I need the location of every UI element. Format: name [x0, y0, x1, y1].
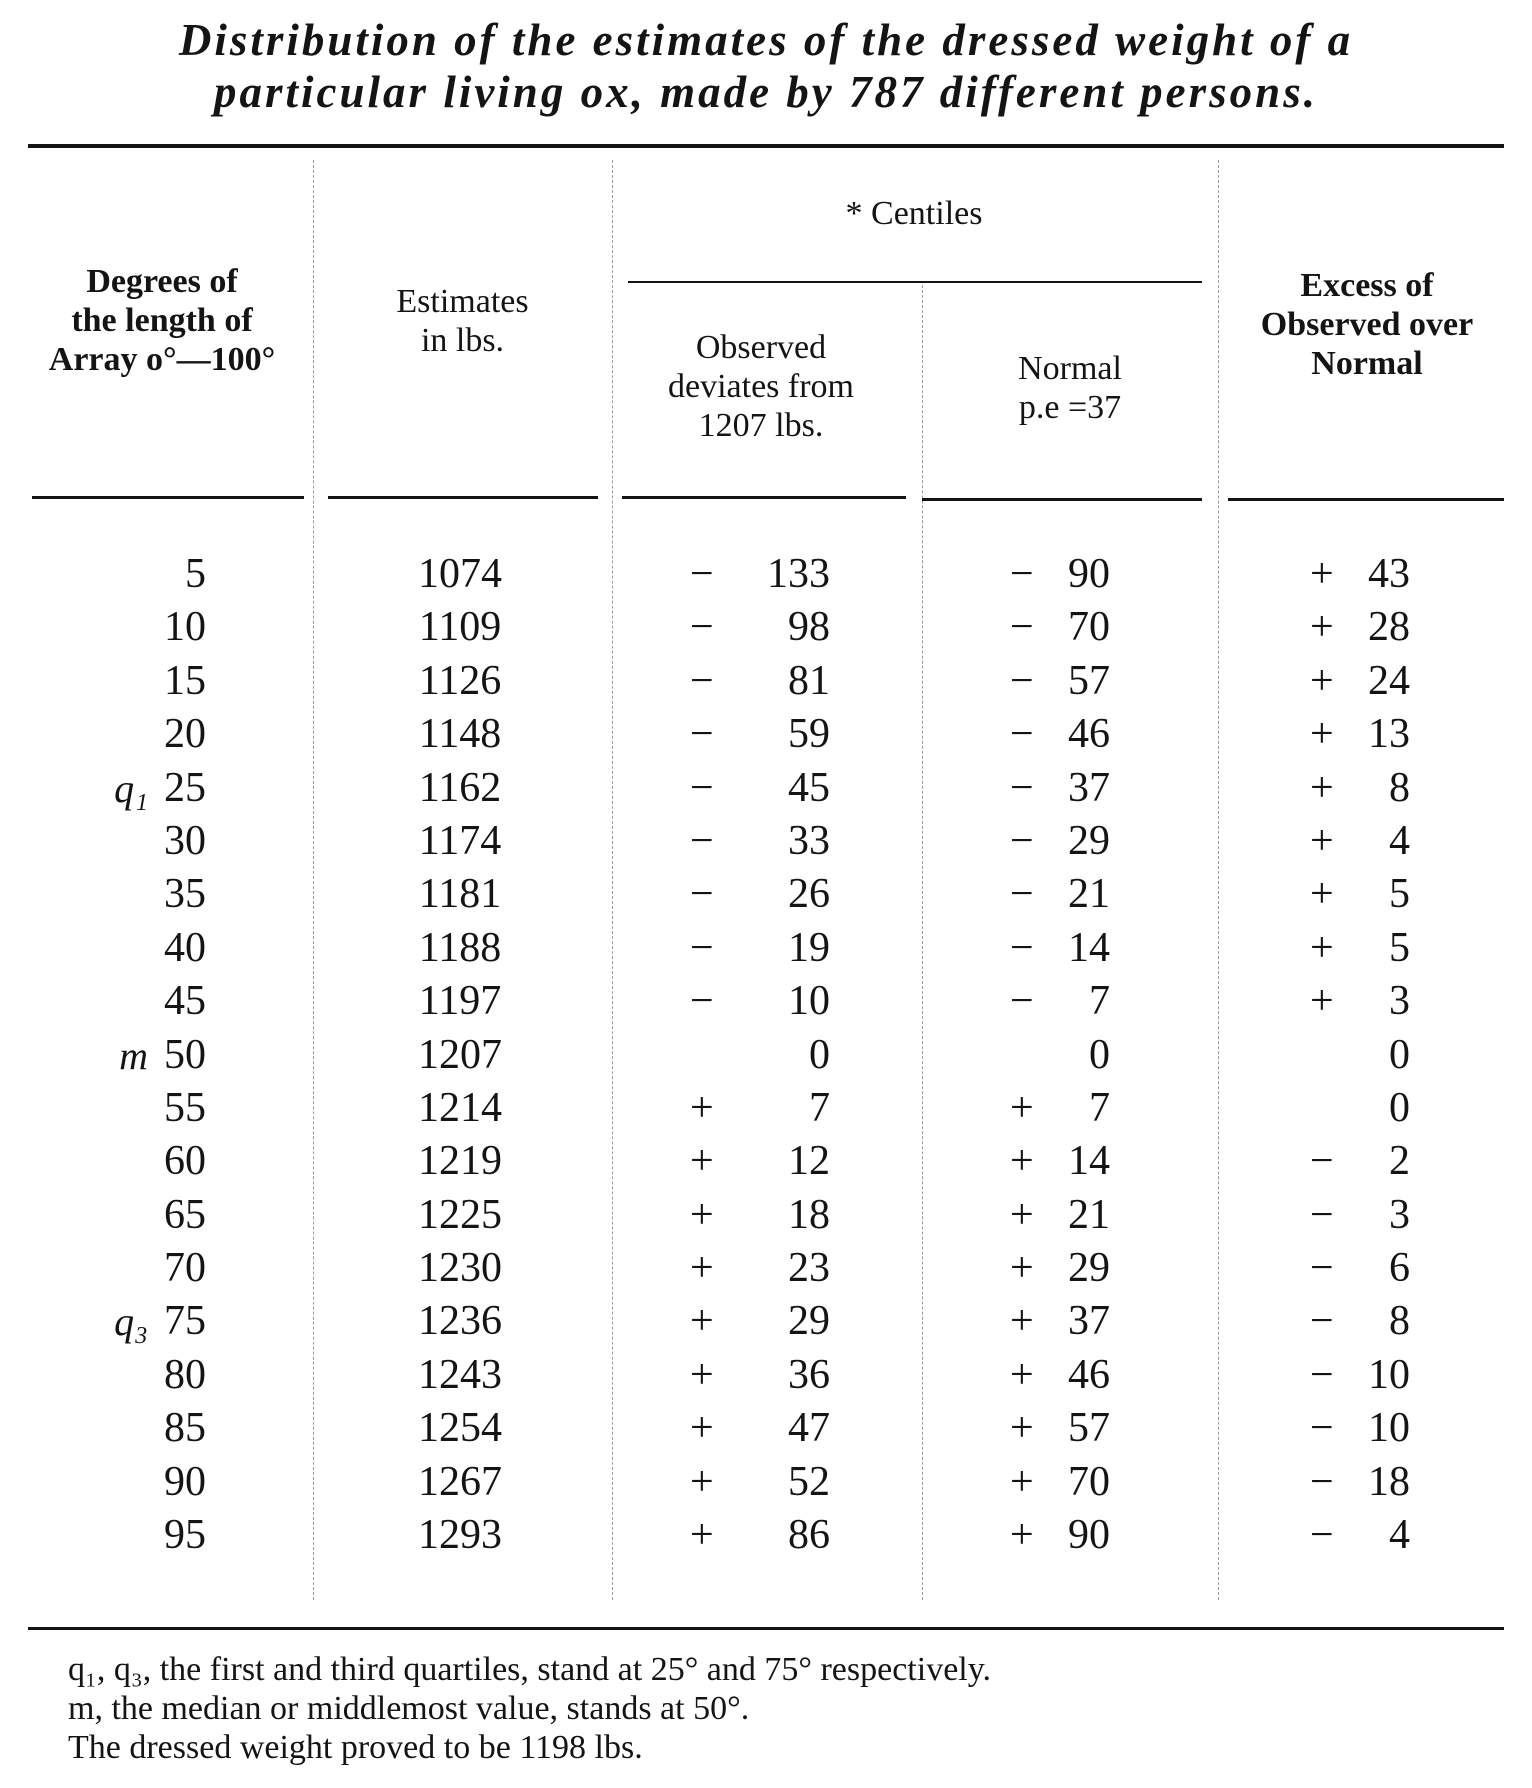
- row-marker: q₁: [114, 765, 148, 811]
- table-row: [0, 815, 1532, 868]
- header-estimates: [330, 282, 595, 360]
- degree-cell: 60: [164, 1138, 206, 1185]
- estimate-cell: 1181: [418, 871, 502, 918]
- table-row: [0, 1082, 1532, 1135]
- degree-cell: 40: [164, 924, 206, 971]
- observed-value: 7: [809, 1084, 830, 1131]
- observed-value: 19: [788, 924, 830, 971]
- observed-value: 47: [788, 1405, 830, 1452]
- observed-value: 86: [788, 1512, 830, 1559]
- estimate-cell: 1188: [418, 924, 502, 971]
- normal-value: 7: [1089, 1084, 1110, 1131]
- table-row: [0, 548, 1532, 601]
- header-rule: [622, 496, 906, 499]
- footnote-dressed-weight: The dressed weight proved to be 1198 lbs.: [68, 1729, 643, 1766]
- excess-value: 10: [1368, 1405, 1410, 1452]
- normal-value: 21: [1068, 871, 1110, 918]
- normal-value: 0: [1089, 1031, 1110, 1078]
- estimate-cell: 1109: [418, 604, 502, 651]
- normal-value: 21: [1068, 1191, 1110, 1238]
- normal-sign: +: [1010, 1298, 1034, 1345]
- observed-sign: −: [690, 871, 714, 918]
- excess-value: 5: [1389, 871, 1410, 918]
- normal-sign: +: [1010, 1084, 1034, 1131]
- table-row: [0, 868, 1532, 921]
- excess-value: 3: [1389, 978, 1410, 1025]
- estimate-cell: 1225: [418, 1191, 502, 1238]
- degree-cell: 90: [164, 1458, 206, 1505]
- excess-sign: +: [1310, 817, 1334, 864]
- excess-value: 4: [1389, 817, 1410, 864]
- observed-value: 98: [788, 604, 830, 651]
- observed-value: 52: [788, 1458, 830, 1505]
- estimate-cell: 1197: [418, 978, 502, 1025]
- normal-sign: −: [1010, 871, 1034, 918]
- observed-sign: −: [690, 604, 714, 651]
- excess-sign: −: [1310, 1405, 1334, 1452]
- degree-cell: 65: [164, 1191, 206, 1238]
- normal-value: 29: [1068, 1245, 1110, 1292]
- normal-sign: −: [1010, 924, 1034, 971]
- degree-cell: 20: [164, 711, 206, 758]
- estimate-cell: 1243: [418, 1351, 502, 1398]
- normal-value: 70: [1068, 1458, 1110, 1505]
- excess-value: 24: [1368, 657, 1410, 704]
- excess-sign: +: [1310, 711, 1334, 758]
- observed-value: 36: [788, 1351, 830, 1398]
- normal-value: 29: [1068, 817, 1110, 864]
- degree-cell: 15: [164, 657, 206, 704]
- header-centiles: * Centiles: [845, 195, 983, 232]
- excess-sign: −: [1310, 1351, 1334, 1398]
- estimate-cell: 1207: [418, 1031, 502, 1078]
- table-row: [0, 1295, 1532, 1348]
- header-observed-line-2: deviates from: [668, 368, 854, 405]
- observed-value: 10: [788, 978, 830, 1025]
- observed-sign: +: [690, 1245, 714, 1292]
- normal-sign: −: [1010, 657, 1034, 704]
- excess-sign: +: [1310, 871, 1334, 918]
- degree-cell: 5: [185, 551, 206, 597]
- header-degrees-line-1: Degrees of: [86, 263, 238, 300]
- excess-sign: −: [1310, 1191, 1334, 1238]
- observed-value: 12: [788, 1138, 830, 1185]
- header-degrees: [22, 262, 302, 379]
- normal-value: 14: [1068, 924, 1110, 971]
- degree-cell: 85: [164, 1405, 206, 1452]
- estimate-cell: 1162: [418, 764, 502, 811]
- estimate-cell: 1214: [418, 1084, 502, 1131]
- degree-cell: 55: [164, 1084, 206, 1131]
- normal-sign: +: [1010, 1512, 1034, 1559]
- excess-value: 8: [1389, 764, 1410, 811]
- observed-value: 26: [788, 871, 830, 918]
- normal-value: 46: [1068, 1351, 1110, 1398]
- footnote-median: m, the median or middlemost value, stands at 50°.: [68, 1690, 750, 1727]
- excess-sign: −: [1310, 1245, 1334, 1292]
- table-row: [0, 975, 1532, 1028]
- table-row: [0, 1189, 1532, 1242]
- observed-value: 29: [788, 1298, 830, 1345]
- observed-value: 33: [788, 817, 830, 864]
- normal-sign: −: [1010, 764, 1034, 811]
- excess-sign: +: [1310, 604, 1334, 651]
- excess-value: 43: [1368, 551, 1410, 597]
- table-row: [0, 601, 1532, 654]
- header-observed: [618, 328, 904, 445]
- table-row: [0, 922, 1532, 975]
- normal-sign: +: [1010, 1138, 1034, 1185]
- observed-sign: +: [690, 1084, 714, 1131]
- header-rule: [328, 496, 598, 499]
- excess-sign: −: [1310, 1138, 1334, 1185]
- degree-cell: 95: [164, 1512, 206, 1559]
- header-normal-line-2: p.e =37: [1018, 389, 1122, 426]
- table-row: [0, 1402, 1532, 1455]
- excess-value: 18: [1368, 1458, 1410, 1505]
- header-excess-line-3: Normal: [1311, 345, 1423, 382]
- footnote-quartiles: q₁, q₃, the first and third quartiles, stand at 25° and 75° respectively.: [68, 1651, 992, 1688]
- estimate-cell: 1126: [418, 657, 502, 704]
- header-normal-line-1: Normal: [1018, 350, 1122, 387]
- degree-cell: 30: [164, 817, 206, 864]
- excess-value: 2: [1389, 1138, 1410, 1185]
- estimate-cell: 1219: [418, 1138, 502, 1185]
- excess-value: 28: [1368, 604, 1410, 651]
- row-marker: m: [119, 1032, 148, 1078]
- normal-value: 70: [1068, 604, 1110, 651]
- normal-sign: −: [1010, 551, 1034, 597]
- centiles-rule: [628, 281, 1202, 283]
- observed-value: 18: [788, 1191, 830, 1238]
- header-observed-line-3: 1207 lbs.: [698, 407, 824, 444]
- observed-sign: −: [690, 551, 714, 597]
- degree-cell: 50: [164, 1031, 206, 1078]
- normal-value: 57: [1068, 1405, 1110, 1452]
- normal-value: 46: [1068, 711, 1110, 758]
- normal-sign: −: [1010, 978, 1034, 1025]
- excess-value: 8: [1389, 1298, 1410, 1345]
- excess-sign: +: [1310, 657, 1334, 704]
- row-marker: q₃: [114, 1299, 148, 1345]
- observed-sign: +: [690, 1512, 714, 1559]
- excess-sign: −: [1310, 1512, 1334, 1559]
- observed-sign: +: [690, 1298, 714, 1345]
- observed-sign: −: [690, 978, 714, 1025]
- excess-sign: +: [1310, 551, 1334, 597]
- observed-value: 45: [788, 764, 830, 811]
- header-estimates-line-2: in lbs.: [420, 322, 505, 359]
- normal-sign: +: [1010, 1405, 1034, 1452]
- normal-value: 90: [1068, 1512, 1110, 1559]
- header-observed-line-1: Observed: [695, 329, 827, 366]
- excess-value: 3: [1389, 1191, 1410, 1238]
- header-degrees-line-2: the length of: [71, 302, 253, 339]
- observed-sign: +: [690, 1138, 714, 1185]
- observed-sign: +: [690, 1458, 714, 1505]
- estimate-cell: 1074: [418, 551, 502, 597]
- degree-cell: 35: [164, 871, 206, 918]
- observed-sign: +: [690, 1191, 714, 1238]
- degree-cell: 80: [164, 1351, 206, 1398]
- header-excess: [1222, 266, 1512, 383]
- table-row: [0, 1349, 1532, 1402]
- table-title: [20, 14, 1512, 118]
- table-row: [0, 1242, 1532, 1295]
- table-body: [0, 548, 1532, 1562]
- excess-value: 0: [1389, 1031, 1410, 1078]
- estimate-cell: 1174: [418, 817, 502, 864]
- estimate-cell: 1293: [418, 1512, 502, 1559]
- normal-sign: −: [1010, 604, 1034, 651]
- table-row: [0, 1135, 1532, 1188]
- observed-sign: −: [690, 924, 714, 971]
- header-rule: [1228, 498, 1504, 501]
- estimate-cell: 1254: [418, 1405, 502, 1452]
- normal-sign: +: [1010, 1458, 1034, 1505]
- observed-sign: −: [690, 657, 714, 704]
- table-row: [0, 1456, 1532, 1509]
- excess-value: 5: [1389, 924, 1410, 971]
- excess-value: 10: [1368, 1351, 1410, 1398]
- observed-sign: −: [690, 817, 714, 864]
- excess-sign: −: [1310, 1298, 1334, 1345]
- title-line-1: Distribution of the estimates of the dressed weight of a: [178, 15, 1354, 65]
- estimate-cell: 1230: [418, 1245, 502, 1292]
- excess-value: 0: [1389, 1084, 1410, 1131]
- table-row: [0, 655, 1532, 708]
- excess-sign: −: [1310, 1458, 1334, 1505]
- excess-sign: +: [1310, 764, 1334, 811]
- excess-value: 13: [1368, 711, 1410, 758]
- degree-cell: 70: [164, 1245, 206, 1292]
- normal-sign: +: [1010, 1191, 1034, 1238]
- table-row: [0, 708, 1532, 761]
- table-row: [0, 1029, 1532, 1082]
- degree-cell: 75: [164, 1298, 206, 1345]
- excess-sign: +: [1310, 978, 1334, 1025]
- header-estimates-line-1: Estimates: [396, 283, 529, 320]
- normal-value: 37: [1068, 764, 1110, 811]
- table-row: [0, 762, 1532, 815]
- title-line-2: particular living ox, made by 787 different persons.: [214, 67, 1318, 117]
- bottom-rule: [28, 1627, 1504, 1630]
- normal-value: 90: [1068, 551, 1110, 597]
- header-rule: [922, 498, 1202, 501]
- observed-sign: −: [690, 764, 714, 811]
- observed-sign: −: [690, 711, 714, 758]
- degree-cell: 10: [164, 604, 206, 651]
- normal-value: 14: [1068, 1138, 1110, 1185]
- header-excess-line-1: Excess of: [1300, 267, 1434, 304]
- normal-sign: −: [1010, 711, 1034, 758]
- normal-value: 37: [1068, 1298, 1110, 1345]
- header-excess-line-2: Observed over: [1260, 306, 1474, 343]
- estimate-cell: 1236: [418, 1298, 502, 1345]
- observed-value: 23: [788, 1245, 830, 1292]
- excess-sign: +: [1310, 924, 1334, 971]
- normal-value: 7: [1089, 978, 1110, 1025]
- header-rule: [32, 496, 304, 499]
- excess-value: 6: [1389, 1245, 1410, 1292]
- observed-value: 133: [767, 551, 830, 597]
- observed-sign: +: [690, 1351, 714, 1398]
- header-normal: [930, 349, 1210, 427]
- estimate-cell: 1148: [418, 711, 502, 758]
- observed-value: 0: [809, 1031, 830, 1078]
- normal-sign: +: [1010, 1245, 1034, 1292]
- observed-value: 81: [788, 657, 830, 704]
- observed-value: 59: [788, 711, 830, 758]
- normal-value: 57: [1068, 657, 1110, 704]
- estimate-cell: 1267: [418, 1458, 502, 1505]
- normal-sign: −: [1010, 817, 1034, 864]
- header-degrees-line-3: Array o°—100°: [48, 341, 276, 378]
- degree-cell: 45: [164, 978, 206, 1025]
- top-rule: [28, 144, 1504, 148]
- observed-sign: +: [690, 1405, 714, 1452]
- normal-sign: +: [1010, 1351, 1034, 1398]
- degree-cell: 25: [164, 764, 206, 811]
- footnotes: [68, 1650, 1488, 1767]
- excess-value: 4: [1389, 1512, 1410, 1559]
- table-row: [0, 1509, 1532, 1562]
